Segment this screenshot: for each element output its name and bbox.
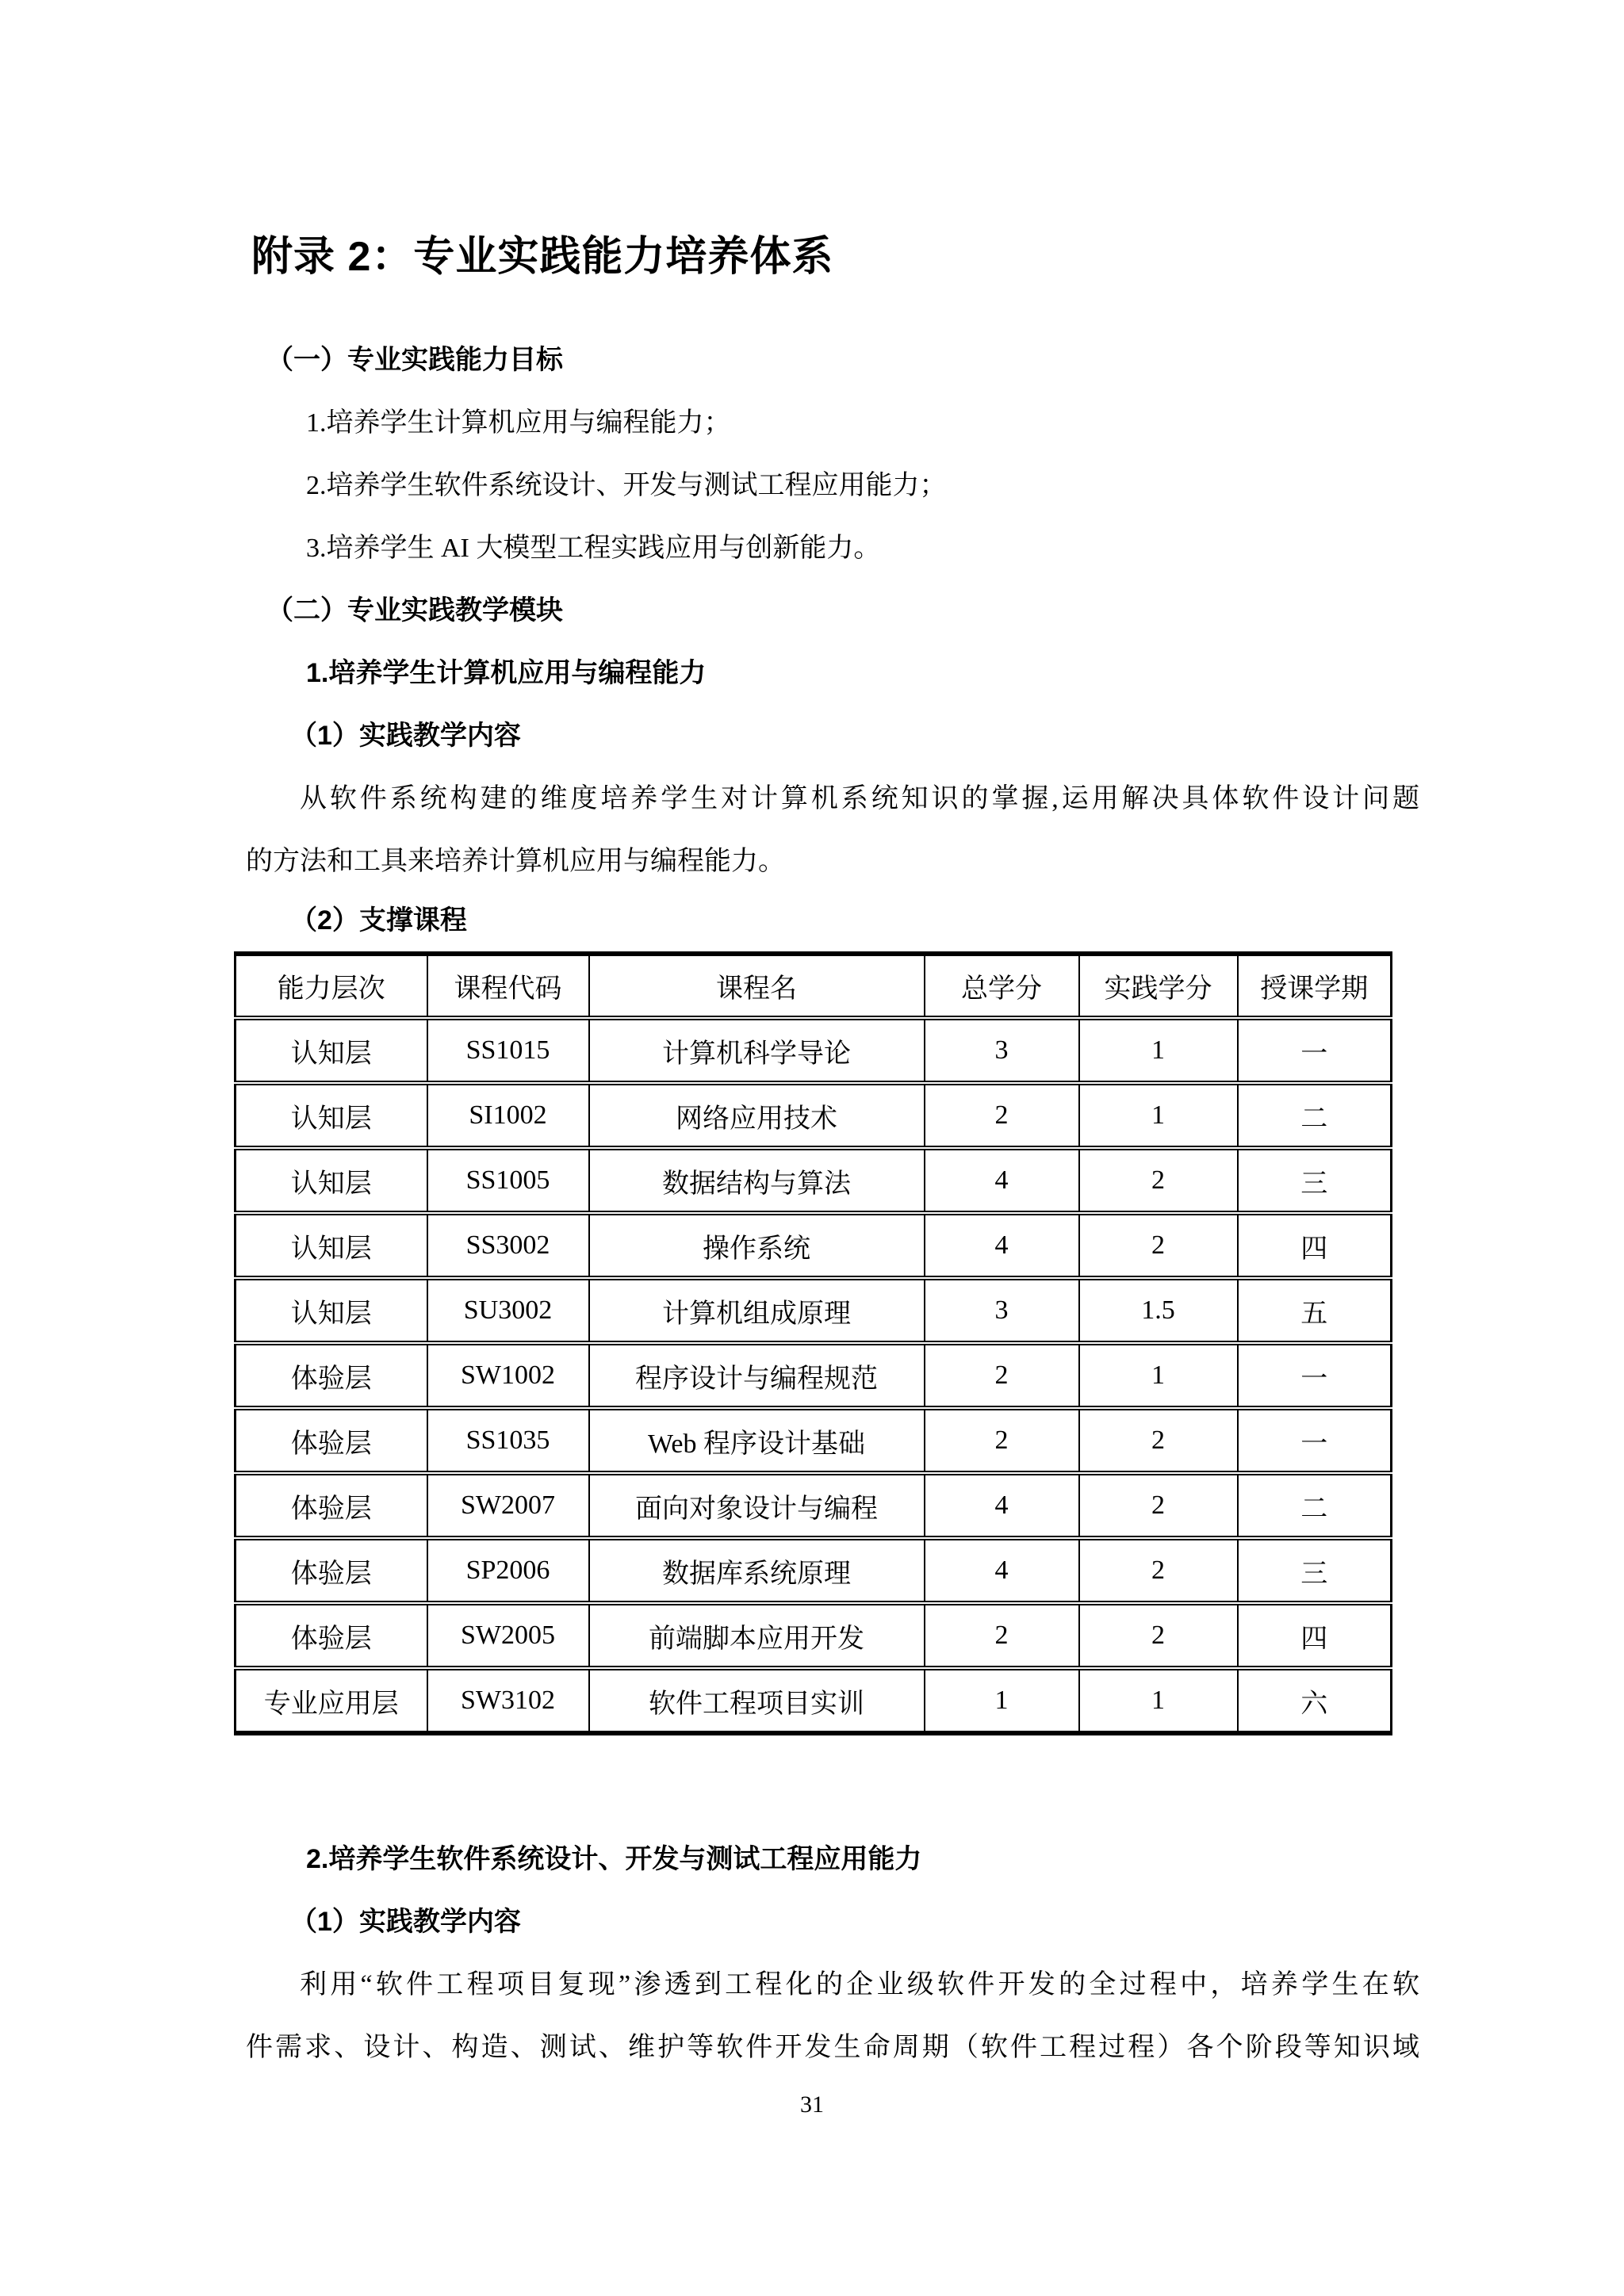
spacer [246,1735,1419,1828]
table-cell: 二 [1238,1083,1392,1148]
table-row [236,1213,1392,1278]
table-cell: 1 [1079,1083,1238,1148]
goal-item-1: 1.培养学生计算机应用与编程能力； [306,408,731,438]
table-cell: SU3002 [427,1278,589,1343]
page-number: 31 [800,2091,824,2118]
table-cell: 认知层 [236,1213,427,1278]
table-cell: SW2007 [427,1473,589,1538]
module-2-paragraph-line-1: 利用“软件工程项目复现”渗透到工程化的企业级软件开发的全过程中，培养学生在软 [300,1970,1419,1999]
goal-item-2: 2.培养学生软件系统设计、开发与测试工程应用能力； [306,471,947,500]
column-header-ability-level: 能力层次 [236,954,427,1018]
table-cell: 认知层 [236,1083,427,1148]
goal-item-3: 3.培养学生 AI 大模型工程实践应用与创新能力。 [306,534,881,563]
table-row [236,1408,1392,1473]
section-goals-heading: （一）专业实践能力目标 [266,345,563,375]
table-cell: 程序设计与编程规范 [589,1343,925,1408]
table-cell: 体验层 [236,1538,427,1603]
section-modules-heading: （二）专业实践教学模块 [266,595,563,626]
table-cell: 2 [1079,1473,1238,1538]
table-cell: 2 [925,1343,1079,1408]
table-cell: 认知层 [236,1018,427,1083]
table-header-row [236,954,1392,1018]
table-cell: 1 [1079,1018,1238,1083]
table-cell: 4 [925,1473,1079,1538]
table-cell: 2 [1079,1538,1238,1603]
table-cell: 体验层 [236,1473,427,1538]
module-2-content-heading: （1）实践教学内容 [290,1907,521,1937]
table-cell: SW1002 [427,1343,589,1408]
table-cell: 1.5 [1079,1278,1238,1343]
column-header-semester: 授课学期 [1238,954,1392,1018]
table-cell: 面向对象设计与编程 [589,1473,925,1538]
table-cell: 二 [1238,1473,1392,1538]
table-cell: 三 [1238,1538,1392,1603]
table-cell: 3 [925,1278,1079,1343]
table-cell: 1 [1079,1668,1238,1733]
table-cell: 2 [925,1408,1079,1473]
table-cell: 前端脚本应用开发 [589,1603,925,1668]
column-header-course-code: 课程代码 [427,954,589,1018]
table-cell: 2 [1079,1213,1238,1278]
table-row [236,1343,1392,1408]
table-row [236,1083,1392,1148]
table-cell: 2 [925,1603,1079,1668]
table-cell: 软件工程项目实训 [589,1668,925,1733]
table-cell: SS1005 [427,1148,589,1213]
table-cell: 一 [1238,1018,1392,1083]
table-cell: 三 [1238,1148,1392,1213]
table-row [236,1018,1392,1083]
table-cell: 数据结构与算法 [589,1148,925,1213]
table-cell: 2 [1079,1148,1238,1213]
table-cell: 计算机科学导论 [589,1018,925,1083]
table-row [236,1148,1392,1213]
table-cell: 四 [1238,1213,1392,1278]
table-cell: SP2006 [427,1538,589,1603]
table-cell: 4 [925,1213,1079,1278]
column-header-course-name: 课程名 [589,954,925,1018]
table-cell: 一 [1238,1343,1392,1408]
table-cell: SS3002 [427,1213,589,1278]
table-cell: 认知层 [236,1148,427,1213]
column-header-total-credits: 总学分 [925,954,1079,1018]
table-row [236,1603,1392,1668]
table-cell: 四 [1238,1603,1392,1668]
module-1-paragraph-line-2: 的方法和工具来培养计算机应用与编程能力。 [246,847,785,876]
table-cell: 操作系统 [589,1213,925,1278]
table-cell: 网络应用技术 [589,1083,925,1148]
table-cell: Web 程序设计基础 [589,1408,925,1473]
table-row [236,1668,1392,1733]
table-cell: 认知层 [236,1278,427,1343]
table-cell: 数据库系统原理 [589,1538,925,1603]
table-cell: 2 [1079,1408,1238,1473]
table-cell: 1 [1079,1343,1238,1408]
table-cell: 一 [1238,1408,1392,1473]
table-row [236,1278,1392,1343]
table-row [236,1473,1392,1538]
table-cell: 五 [1238,1278,1392,1343]
table-cell: 体验层 [236,1343,427,1408]
table-cell: 4 [925,1148,1079,1213]
table-cell: SW3102 [427,1668,589,1733]
appendix-title: 附录 2：专业实践能力培养体系 [251,234,834,280]
table-cell: SW2005 [427,1603,589,1668]
module-1-courses-heading: （2）支撑课程 [290,905,467,936]
table-cell: 3 [925,1018,1079,1083]
table-cell: 计算机组成原理 [589,1278,925,1343]
supporting-courses-table [234,951,1392,1735]
table-cell: SS1015 [427,1018,589,1083]
module-1-heading: 1.培养学生计算机应用与编程能力 [306,658,707,688]
column-header-practice-credits: 实践学分 [1079,954,1238,1018]
table-cell: 体验层 [236,1603,427,1668]
table-cell: 4 [925,1538,1079,1603]
module-2-heading: 2.培养学生软件系统设计、开发与测试工程应用能力 [306,1844,922,1874]
table-cell: 2 [925,1083,1079,1148]
module-1-content-heading: （1）实践教学内容 [290,721,521,751]
table-cell: 六 [1238,1668,1392,1733]
table-cell: 体验层 [236,1408,427,1473]
table-cell: SS1035 [427,1408,589,1473]
table-cell: SI1002 [427,1083,589,1148]
table-cell: 1 [925,1668,1079,1733]
module-1-paragraph-line-1: 从软件系统构建的维度培养学生对计算机系统知识的掌握,运用解决具体软件设计问题 [300,784,1419,813]
table-cell: 专业应用层 [236,1668,427,1733]
table-cell: 2 [1079,1603,1238,1668]
module-2-paragraph-line-2: 件需求、设计、构造、测试、维护等软件开发生命周期（软件工程过程）各个阶段等知识域 [246,2033,1419,2062]
table-row [236,1538,1392,1603]
